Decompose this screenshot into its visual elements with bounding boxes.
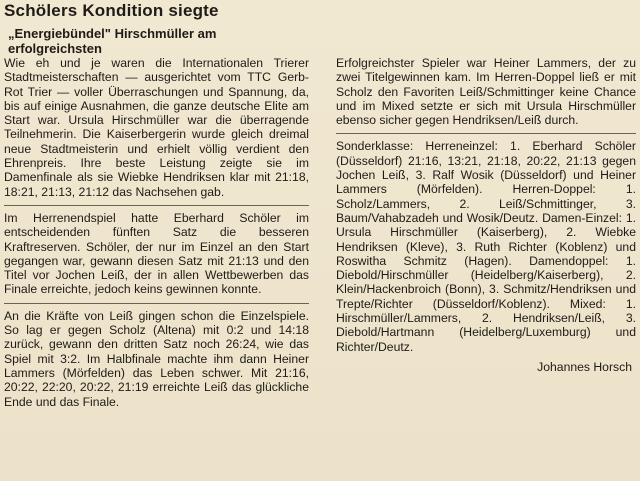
author-byline: Johannes Horsch bbox=[537, 359, 632, 374]
paragraph-leiss: An die Kräfte von Leiß gingen schon die Einzelspiele. So lag er gegen Scholz (Altena) mit 0:2 und 14:18 zurück, gewann den dritten Satz noch 26:24, wie das Spiel mit 3:2. Im Halbfinale machte ihm dann Heiner Lammers (Mörfelden) das Leben schwer. Mit 21:16, 20:22, 22:20, 20:22, 21:19 erreichte Leiß das glückliche Ende und das Finale. bbox=[4, 308, 309, 409]
divider bbox=[336, 133, 636, 134]
left-column bbox=[4, 56, 309, 415]
subheadline-line-1: „Energiebündel" Hirschmüller am bbox=[8, 26, 217, 41]
subheadline bbox=[8, 26, 216, 56]
headline: Schölers Kondition siegte bbox=[4, 1, 219, 20]
paragraph-results: Sonderklasse: Herreneinzel: 1. Eberhard Schöler (Düsseldorf) 21:16, 13:21, 21:18, 20:22, 21:13 gegen Jochen Leiß, 3. Ralf Wosik (Düsseldorf) und Heiner Lammers (Mörfelden). Herren-Doppel: 1. Scholz/Lammers, 2. Leiß/Schmittinger, 3. Baum/Vahabzadeh und Wosik/Deutz. Damen-Einzel: 1. Ursula Hirschmüller (Kaiserberg), 2. Wiebke Hendriksen (Kleve), 3. Ruth Richter (Koblenz) und Roswitha Schmitz (Hagen). Damendoppel: 1. Diebold/Hirschmüller (Heidelberg/Kaiserberg), 2. Klein/Hackenbroich (Bonn), 3. Schmitz/Hendriksen und Trepte/Richter (Düsseldorf/Koblenz). Mixed: 1. Hirschmüller/Lammers, 2. Hendriksen/Leiß, 3. Diebold/Hartmann (Heidelberg/Luxemburg) und Richter/Deutz. bbox=[336, 139, 636, 354]
subheadline-line-2: erfolgreichsten bbox=[8, 41, 102, 56]
divider bbox=[4, 303, 309, 304]
paragraph-intro: Wie eh und je waren die Internationalen Trierer Stadtmeisterschaften — ausgerichtet vom TTC Gerb-Rot Trier — voller Überraschungen und Spannung, da, bis auf einige Ausnahmen, die ganze deutsche Elite am Start war. Ursula Hirschmüller war die überragende Teilnehmerin. Die Kaiserbergerin wurde gleich dreimal neue Stadtmeisterin und erhielt völlig verdient den Ehrenpreis. Ihre beste Leistung zeigte sie im Damenfinale als sie Wiebke Hendriksen klar mit 21:18, 18:21, 21:13, 21:12 das Nachsehen gab. bbox=[4, 56, 309, 199]
divider bbox=[4, 205, 309, 206]
right-column bbox=[336, 56, 636, 374]
paragraph-herrenendspiel: Im Herrenendspiel hatte Eberhard Schöler im entscheidenden fünften Satz die besseren Kraftreserven. Schöler, der nur im Einzel an den Start gegangen war, gewann diesen Satz mit 21:13 und den Titel vor Jochen Leiß, der in allen Wettbewerben das Finale erreichte, jedoch keins gewinnen konnte. bbox=[4, 210, 309, 297]
paragraph-lammers: Erfolgreichster Spieler war Heiner Lammers, der zu zwei Titelgewinnen kam. Im Herren-Doppel ließ er mit Scholz den Favoriten Leiß/Schmittinger keine Chance und im Mixed setzte er sich mit Ursula Hirschmüller ebenso sicher gegen Hendriksen/Leiß durch. bbox=[336, 56, 636, 128]
